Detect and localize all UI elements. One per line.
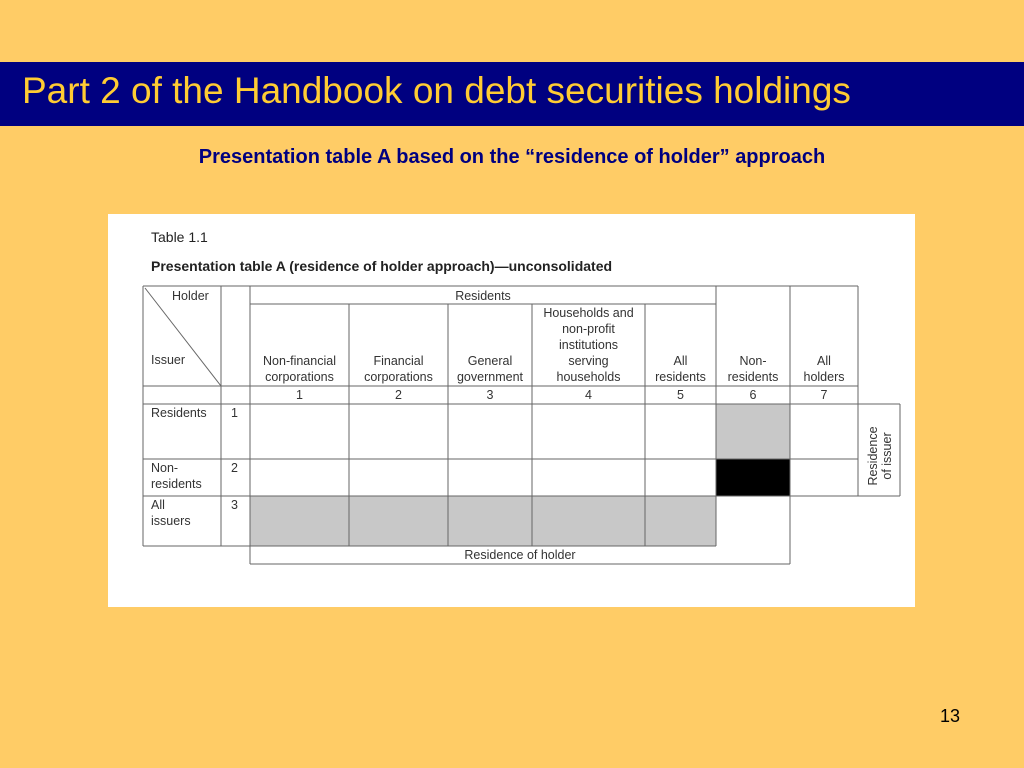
row-header-2: [151, 460, 202, 492]
col-num-2: 2: [395, 388, 402, 402]
black-r2-c6: [716, 459, 790, 496]
col-num-6: 6: [749, 388, 757, 402]
row-header-1: [151, 405, 207, 421]
col-header-2: [349, 353, 448, 385]
col-header-7-line2: holders: [803, 370, 845, 384]
col-header-4-line2: non-profit: [562, 322, 615, 336]
col-header-4-line3: institutions: [558, 338, 619, 352]
residence-of-holder: Residence of holder: [464, 548, 576, 562]
corner-holder: Holder: [172, 289, 209, 303]
col-num-4: 4: [585, 388, 592, 402]
table-label: Table 1.1: [151, 229, 208, 245]
col-header-1-line2: corporations: [265, 370, 334, 384]
col-header-5-line2: residents: [655, 370, 706, 384]
col-num-5: 5: [677, 388, 684, 402]
residence-of-issuer: [866, 416, 894, 496]
row-num-3: 3: [231, 498, 238, 512]
page-number: 13: [940, 706, 961, 726]
col-num-3: 3: [486, 388, 494, 402]
col-header-2-line1: Financial: [373, 354, 424, 368]
col-header-7-line1: All: [817, 354, 831, 368]
col-header-5-line1: All: [673, 354, 688, 368]
corner-issuer: Issuer: [151, 353, 186, 367]
col-header-7: [790, 353, 858, 385]
table-caption: Presentation table A (residence of holder approach)—unconsolidated: [151, 258, 613, 274]
col-header-1-line1: Non-financial: [263, 354, 336, 368]
row-header-2-line1: Non-: [151, 461, 179, 475]
residence-of-issuer-line2: of issuer: [880, 432, 894, 480]
col-header-3-line1: General: [467, 354, 513, 368]
shade-r3-c1-5: [250, 496, 716, 546]
col-num-1: 1: [296, 388, 303, 402]
col-header-4-line5: households: [556, 370, 621, 384]
residents-group-header: Residents: [455, 289, 511, 303]
row-header-2-line2: residents: [151, 477, 202, 491]
shade-r1-c6: [716, 404, 790, 459]
row-header-3: [151, 497, 191, 529]
row-header-3-line2: issuers: [151, 514, 191, 528]
col-header-2-line2: corporations: [364, 370, 433, 384]
col-header-6: [716, 353, 790, 385]
col-header-4: [532, 305, 645, 385]
table-image-panel: [108, 214, 915, 607]
row-header-1-line1: Residents: [151, 406, 207, 420]
row-num-1: 1: [231, 406, 238, 420]
title-bar: [0, 62, 1024, 126]
col-header-4-line1: Households and: [543, 306, 634, 320]
row-num-2: 2: [231, 461, 238, 475]
col-header-5: [645, 353, 716, 385]
col-header-6-line2: residents: [727, 370, 779, 384]
col-header-4-line4: serving: [568, 354, 609, 368]
col-header-3-line2: government: [456, 370, 523, 384]
slide-title: Part 2 of the Handbook on debt securities holdings: [22, 70, 851, 111]
col-header-1: [250, 353, 349, 385]
slide-subtitle: Presentation table A based on the “residence of holder” approach: [198, 146, 826, 168]
col-header-3: [448, 353, 532, 385]
residence-of-issuer-line1: Residence: [866, 426, 880, 486]
col-num-7: 7: [820, 388, 828, 402]
col-header-6-line1: Non-: [739, 354, 767, 368]
row-header-3-line1: All: [151, 498, 165, 512]
